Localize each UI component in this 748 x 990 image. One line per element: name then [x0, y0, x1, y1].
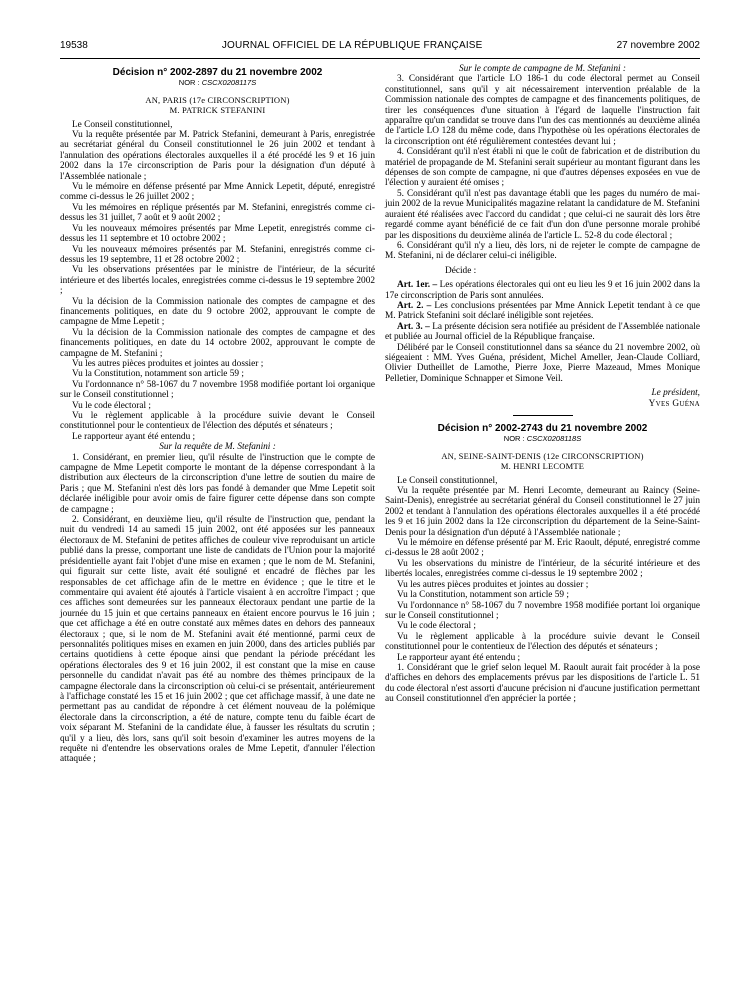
considerant-paragraph: 4. Considérant qu'il n'est établi ni que le coût de fabrication et de distribution du matériel de propagande de M. Stefanini serait supérieur au montant figurant dans les dépenses de son compte de campagne, ni que d'autres dépenses exposées en vue de l'élection y auraient été omises ;	[385, 147, 700, 189]
nor-code: CSCX0208117S	[201, 78, 257, 88]
visa-paragraph: Vu les mémoires en réplique présentés par M. Stefanini, enregistrés comme ci-dessus les 31 juillet, 7 août et 9 août 2002 ;	[60, 202, 375, 224]
decision-1-circonscription: AN, PARIS (17e CIRCONSCRIPTION)	[145, 94, 290, 105]
signature-name: Yves Guéna	[648, 398, 700, 409]
decision-2-paragraph: Vu les autres pièces produites et jointes au dossier ;	[397, 579, 589, 590]
decision-2-paragraph: Vu le règlement applicable à la procédure suivie devant le Conseil constitutionnel pour le contentieux de l'élection des députés et sénateurs ;	[385, 631, 700, 653]
deliberation-text: Délibéré par le Conseil constitutionnel dans sa séance du 21 novembre 2002, où siégeaient : MM. Yves Guéna, président, Michel Ameller, Jean-Claude Colliard, Olivier Dutheillet de Lamothe, Pierre Joxe, Pierre Mazeaud, Mmes Monique Pelletier, Dominique Schnapper et Simone Veil.	[385, 342, 700, 384]
decision-1-nor	[60, 78, 375, 88]
decision-2-paragraph: Le rapporteur ayant été entendu ;	[397, 652, 521, 663]
article-label: Art. 1er. –	[397, 280, 438, 291]
considerant-paragraph: 1. Considérant, en premier lieu, qu'il résulte de l'instruction que le compte de campagne de Mme Lepetit comporte le montant de la dépense correspondant à la distribution aux électeurs de la circonscription d'une lettre de soutien du maire de Paris ; que M. Stefanini n'est dès lors pas fondé à demander que Mme Lepetit soit déclarée inéligible pour avoir omis de faire figurer cette dépense dans son compte de campagne ;	[60, 452, 375, 515]
considerant-paragraph: 3. Considérant que l'article LO 186-1 du code électoral permet au Conseil constitutionnel, sans qu'il y ait nécessairement intervention préalable de la Commission nationale des comptes de campagne et des financements politiques, de tirer les conséquences d'une situation à l'égard de laquelle l'instruction fait apparaître qu'un candidat se trouve dans l'un des cas mentionnés au deuxième alinéa de l'article LO 128 du même code, dans l'hypothèse où les opérations électorales de la circonscription ont été régulièrement contestées devant lui ;	[385, 74, 700, 147]
decision-2-paragraph: Vu le mémoire en défense présenté par M. Eric Raoult, député, enregistré comme ci-dessus le 28 août 2002 ;	[385, 538, 700, 559]
article-label: Art. 3. –	[397, 321, 430, 332]
visa-paragraph: Le Conseil constitutionnel,	[72, 119, 173, 130]
visa-paragraph: Vu les nouveaux mémoires présentés par Mme Lepetit, enregistrés comme ci-dessus les 11 septembre et 10 octobre 2002 ;	[60, 223, 375, 245]
considerant-paragraph: 2. Considérant, en deuxième lieu, qu'il résulte de l'instruction que, pendant la nuit du vendredi 14 au samedi 15 juin 2002, ont été apposées sur les panneaux électoraux de M. Stefanini de petites affiches de couleur vive reproduisant un article publié dans la presse, comportant une liste de candidats de l'Union pour la majorité présidentielle ayant fait l'objet d'une mise en examen ; que le nom de M. Stefanini, qui figurait sur cette liste, avait été souligné et encadré de flèches par les responsables de cet affichage afin de le mettre en évidence ; que le titre et le commentaire qui avaient été ajoutés à l'article visaient à en accroître l'impact ; que ces affiches sont demeurées sur les panneaux électoraux pendant une partie de la journée du 15 juin et que certains panneaux en étaient encore pourvus le 16 juin ; que cet affichage a été en outre constaté aux mêmes dates en dehors des panneaux électoraux ; que, si le nom de M. Stefanini avait été mentionné, parmi ceux de personnalités politiques mises en examen en juin 2000, dans des articles publiés par certains quotidiens à cette époque ainsi que pendant la période précédant les opérations électorales des 9 et 16 juin 2002, il est constant que la mise en cause personnelle du candidat n'avait pas été au nombre des thèmes principaux de la campagne électorale dans la circonscription où celui-ci se présentait, antérieurement à l'affichage constaté les 15 et 16 juin 2002 ; que cet affichage massif, à une date ne permettant pas au candidat de répondre à cet élément nouveau de la polémique électorale dans la circonscription, a été de nature, compte tenu du faible écart de voix séparant M. Stefanini de la candidate élue, à fausser les résultats du scrutin ; qu'il y a lieu, dès lors, sans qu'il soit besoin d'examiner les autres moyens de la requête ni d'entendre les observations orales de Mme Lepetit, d'annuler l'élection attaquée ;	[60, 515, 375, 765]
decision-1-title: Décision n° 2002-2897 du 21 novembre 2002	[112, 67, 323, 78]
visa-paragraph: Vu le code électoral ;	[72, 400, 151, 411]
article-text: Les conclusions présentées par Mme Annick Lepetit tendant à ce que M. Patrick Stefanini soit déclaré inéligible sont rejetées.	[385, 300, 701, 322]
decision-2-nor	[385, 434, 700, 444]
article-paragraph	[385, 280, 700, 301]
decision-2-circonscription: AN, SEINE-SAINT-DENIS (12e CIRCONSCRIPTION)	[441, 450, 644, 461]
decision-2-paragraph: Vu la Constitution, notamment son article 59 ;	[397, 590, 569, 601]
signature-role: Le président,	[651, 388, 700, 399]
journal-title: JOURNAL OFFICIEL DE LA RÉPUBLIQUE FRANÇAISE	[221, 40, 483, 51]
nor-code: CSCX0208118S	[526, 434, 582, 444]
visa-paragraph: Vu la décision de la Commission nationale des comptes de campagne et des financements politiques, en date du 14 octobre 2002, approuvant le compte de campagne de M. Stefanini ;	[60, 327, 375, 359]
section-compte-heading: Sur le compte de campagne de M. Stefanini :	[458, 64, 627, 74]
decision-2-paragraph: Le Conseil constitutionnel,	[397, 475, 498, 486]
publication-date: 27 novembre 2002	[616, 40, 700, 51]
right-column	[385, 64, 700, 765]
decision-1-considerants-right	[385, 74, 700, 261]
decision-2-paragraph: Vu la requête présentée par M. Henri Lecomte, demeurant au Raincy (Seine-Saint-Denis), enregistrée au secrétariat général du Conseil constitutionnel le 27 juin 2002 et tendant à l'annulation des opérations électorales auxquelles il a été procédé les 9 et 16 juin 2002 dans la 12e circonscription du département de la Seine-Saint-Denis pour la désignation d'un député à l'Assemblée nationale ;	[385, 486, 700, 538]
decision-2-person: M. HENRI LECOMTE	[500, 461, 585, 472]
visa-paragraph: Vu l'ordonnance n° 58-1067 du 7 novembre 1958 modifiée portant loi organique sur le Conseil constitutionnel ;	[60, 379, 375, 401]
section-requete-heading: Sur la requête de M. Stefanini :	[159, 442, 276, 453]
nor-label: NOR :	[178, 78, 200, 88]
decide-heading: Décide :	[445, 265, 477, 276]
page-header	[60, 40, 700, 59]
article-paragraph	[385, 301, 700, 322]
left-column	[60, 64, 375, 765]
visa-paragraph: Le rapporteur ayant été entendu ;	[72, 431, 196, 442]
decision-1-considerants-left	[60, 453, 375, 765]
visa-paragraph: Vu les nouveaux mémoires présentés par M. Stefanini, enregistrés comme ci-dessus les 19 septembre, 11 et 28 octobre 2002 ;	[60, 244, 375, 265]
article-text: La présente décision sera notifiée au président de l'Assemblée nationale et publiée au Journal officiel de la République française.	[385, 321, 701, 343]
decision-2-paragraph: Vu l'ordonnance n° 58-1067 du 7 novembre 1958 modifiée portant loi organique sur le Conseil constitutionnel ;	[385, 600, 700, 621]
visa-paragraph: Vu la décision de la Commission nationale des comptes de campagne et des financements politiques, en date du 9 octobre 2002, approuvant le compte de campagne de Mme Lepetit ;	[60, 296, 375, 328]
visa-paragraph: Vu le règlement applicable à la procédure suivie devant le Conseil constitutionnel pour le contentieux de l'élection des députés et sénateurs ;	[60, 411, 375, 432]
decision-2-paragraph: Vu les observations du ministre de l'intérieur, de la sécurité intérieure et des libertés locales, enregistrées comme ci-dessus le 19 septembre 2002 ;	[385, 558, 700, 580]
page-number: 19538	[60, 40, 88, 51]
visa-paragraph: Vu la Constitution, notamment son article 59 ;	[72, 369, 244, 380]
decision-2-paragraph: 1. Considérant que le grief selon lequel M. Raoult aurait fait procéder à la pose d'affiches en dehors des emplacements prévus par les dispositions de l'article L. 51 du code électoral n'est assorti d'aucune précision ni d'aucune justification permettant au Conseil constitutionnel d'en apprécier la portée ;	[385, 662, 700, 705]
considerant-paragraph: 6. Considérant qu'il n'y a lieu, dès lors, ni de rejeter le compte de campagne de M. Stefanini, ni de déclarer celui-ci inéligible.	[385, 240, 700, 262]
decision-1-articles	[385, 280, 700, 342]
article-paragraph	[385, 322, 700, 343]
visa-paragraph: Vu les autres pièces produites et jointes au dossier ;	[72, 358, 264, 369]
decision-2-paragraph: Vu le code électoral ;	[397, 621, 476, 632]
text-columns	[60, 64, 700, 765]
decision-1-visas	[60, 120, 375, 443]
considerant-paragraph: 5. Considérant qu'il n'est pas davantage établi que les pages du numéro de mai-juin 2002 de la revue Municipalités magazine relatant la candidature de M. Stefanini auraient été réalisées avec l'accord du candidat ; que celui-ci ne saurait dès lors être regardé comme ayant bénéficié de ce fait d'un don d'une personne morale prohibé par les dispositions du deuxième alinéa de l'article L. 52-8 du code électoral ;	[385, 188, 700, 241]
nor-label: NOR :	[503, 434, 525, 444]
decision-2-paragraphs	[385, 476, 700, 705]
decision-2-title: Décision n° 2002-2743 du 21 novembre 2002	[437, 423, 648, 434]
visa-paragraph: Vu les observations présentées par le ministre de l'intérieur, de la sécurité intérieure et des libertés locales, enregistrées comme ci-dessus le 19 septembre 2002 ;	[60, 265, 375, 297]
visa-paragraph: Vu le mémoire en défense présenté par Mme Annick Lepetit, député, enregistré comme ci-dessus le 26 juillet 2002 ;	[60, 182, 375, 203]
decision-1-person: M. PATRICK STEFANINI	[169, 105, 266, 116]
article-label: Art. 2. –	[397, 300, 432, 311]
visa-paragraph: Vu la requête présentée par M. Patrick Stefanini, demeurant à Paris, enregistrée au secrétariat général du Conseil constitutionnel le 26 juin 2002 et tendant à l'annulation des opérations électorales auxquelles il a été procédé les 9 et 16 juin 2002 dans la 17e circonscription de Paris pour la désignation d'un député à l'Assemblée nationale ;	[60, 130, 375, 182]
separator-rule	[513, 415, 573, 416]
article-text: Les opérations électorales qui ont eu lieu les 9 et 16 juin 2002 dans la 17e circonscription de Paris sont annulées.	[385, 280, 700, 301]
